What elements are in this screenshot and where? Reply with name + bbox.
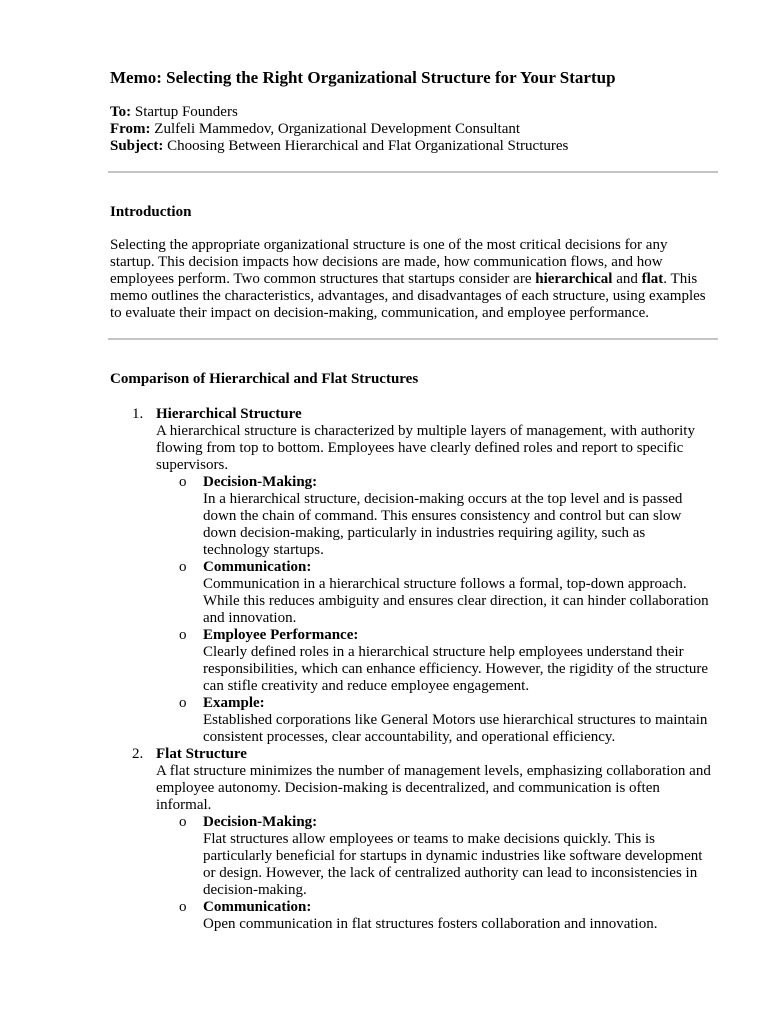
sub-item-title: Decision-Making: <box>203 474 318 490</box>
memo-subject-line <box>110 138 715 155</box>
item-title: Hierarchical Structure <box>156 406 302 422</box>
bullet-glyph: o <box>179 559 187 575</box>
to-label: To: <box>110 104 132 120</box>
introduction-heading: Introduction <box>110 204 192 220</box>
divider-1 <box>108 171 718 173</box>
memo-to-line <box>110 104 715 121</box>
subject-label: Subject: <box>110 138 164 154</box>
sub-item-title: Communication: <box>203 559 312 575</box>
sub-item-title: Example: <box>203 695 265 711</box>
bullet-glyph: o <box>179 899 187 915</box>
sub-item-title: Employee Performance: <box>203 627 359 643</box>
comparison-list <box>110 406 715 933</box>
sub-item-text: Flat structures allow employees or teams to make decisions quickly. This is particularly beneficial for startups in dynamic industries like software development or design. However, the lack of centralized authority can lead to inconsistencies in decision-making. <box>203 831 703 898</box>
memo-from-line <box>110 121 715 138</box>
sub-item <box>156 899 715 933</box>
sub-item <box>156 559 715 627</box>
sub-item <box>156 814 715 899</box>
item-description: A flat structure minimizes the number of management levels, emphasizing collaboration and employee autonomy. Decision-making is decentralized, and communication is often informal. <box>156 763 711 813</box>
from-value: Zulfeli Mammedov, Organizational Development Consultant <box>150 121 521 137</box>
to-value: Startup Founders <box>131 104 238 120</box>
bullet-glyph: o <box>179 627 187 643</box>
sub-item-text: Clearly defined roles in a hierarchical structure help employees understand their responsibilities, which can enhance efficiency. However, the rigidity of the structure can stifle creativity and reduce employee engagement. <box>203 644 709 694</box>
sub-item-title: Decision-Making: <box>203 814 318 830</box>
intro-text-1: Selecting the appropriate organizational structure is one of the most critical decisions for any startup. This decision impacts how decisions are made, how communication flows, and how employees perform. Two common structures that startups consider are <box>110 237 668 287</box>
list-item-flat <box>110 746 715 933</box>
bullet-glyph: o <box>179 474 187 490</box>
intro-term-hierarchical: hierarchical <box>535 271 613 287</box>
sub-item-text: Open communication in flat structures fosters collaboration and innovation. <box>203 916 658 932</box>
list-number: 1. <box>132 406 144 422</box>
sub-item <box>156 627 715 695</box>
item-title: Flat Structure <box>156 746 247 762</box>
sub-item-title: Communication: <box>203 899 312 915</box>
subject-value: Choosing Between Hierarchical and Flat Organizational Structures <box>163 138 569 154</box>
intro-term-flat: flat <box>641 271 664 287</box>
intro-text-and: and <box>612 271 642 287</box>
sub-item <box>156 695 715 746</box>
sub-item-text: Communication in a hierarchical structure follows a formal, top-down approach. While this reduces ambiguity and ensures clear direction, it can hinder collaboration and innovation. <box>203 576 709 626</box>
memo-title: Memo: Selecting the Right Organizational Structure for Your Startup <box>110 68 616 87</box>
sub-list <box>156 814 715 933</box>
bullet-glyph: o <box>179 814 187 830</box>
list-item-hierarchical <box>110 406 715 746</box>
from-label: From: <box>110 121 151 137</box>
divider-2 <box>108 338 718 340</box>
item-description: A hierarchical structure is characterized by multiple layers of management, with authority flowing from top to bottom. Employees have clearly defined roles and report to specific supervisors. <box>156 423 695 473</box>
intro-text-2: . This memo outlines the characteristics, advantages, and disadvantages of each structure, using examples to evaluate their impact on decision-making, communication, and employee performance. <box>110 271 706 321</box>
comparison-heading: Comparison of Hierarchical and Flat Structures <box>110 371 419 387</box>
sub-item-text: In a hierarchical structure, decision-making occurs at the top level and is passed down the chain of command. This ensures consistency and control but can slow down decision-making, particularly in industries requiring agility, such as technology startups. <box>203 491 683 558</box>
memo-page <box>110 68 715 933</box>
introduction-paragraph <box>110 237 715 322</box>
sub-list <box>156 474 715 746</box>
bullet-glyph: o <box>179 695 187 711</box>
list-number: 2. <box>132 746 144 762</box>
sub-item-text: Established corporations like General Motors use hierarchical structures to maintain consistent processes, clear accountability, and operational efficiency. <box>203 712 708 745</box>
sub-item <box>156 474 715 559</box>
